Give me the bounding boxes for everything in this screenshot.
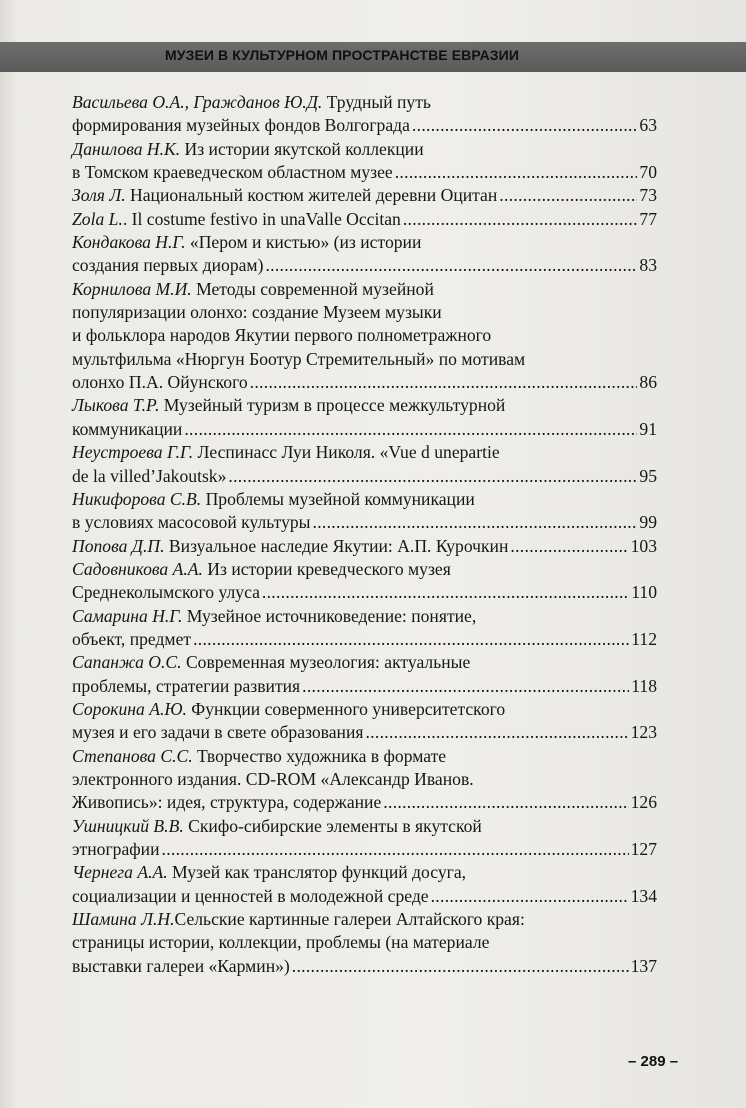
toc-title-text: «Пером и кистью» (из истории <box>185 232 422 253</box>
toc-title-text: создания первых диорам) <box>72 255 264 276</box>
leader-dots <box>412 114 637 137</box>
toc-title-text: страницы истории, коллекции, проблемы (на материале <box>72 932 490 953</box>
leader-dots <box>228 465 637 488</box>
toc-author: Самарина Н.Г. <box>72 605 183 626</box>
leader-dots <box>510 535 628 558</box>
leader-dots <box>302 675 629 698</box>
toc-title-text: Методы современной музейной <box>191 278 434 299</box>
toc-page-number[interactable]: 137 <box>630 955 657 976</box>
toc-page-number[interactable]: 110 <box>631 582 657 603</box>
toc-entry <box>72 815 657 838</box>
toc-title-text: коммуникации <box>72 418 183 439</box>
running-header-title: МУЗЕИ В КУЛЬТУРНОМ ПРОСТРАНСТВЕ ЕВРАЗИИ <box>165 47 519 63</box>
toc-title-text: Национальный костюм жителей деревни Оцитан <box>125 185 498 206</box>
toc-page-number[interactable]: 86 <box>639 372 657 393</box>
toc-title-text: Музейный туризм в процессе межкультурной <box>159 395 506 416</box>
toc-title-text: Трудный путь <box>322 92 431 112</box>
toc-entry-continuation <box>72 885 657 908</box>
toc-author: Золя Л. <box>72 185 126 206</box>
toc-entry <box>72 138 657 161</box>
toc-author: Кондакова Н.Г. <box>72 232 186 253</box>
toc-title-text: de la villed’Jakoutsk» <box>72 465 227 486</box>
toc-author: Сапанжа О.С. <box>72 652 182 673</box>
toc-title-text: Визуальное наследие Якутии: А.П. Курочкин <box>164 535 509 556</box>
toc-page-number[interactable]: 103 <box>630 535 657 556</box>
toc-page-number[interactable]: 77 <box>639 208 657 229</box>
leader-dots <box>365 721 628 744</box>
leader-dots <box>184 418 637 441</box>
toc-title-text: Проблемы музейной коммуникации <box>201 488 475 509</box>
toc-entry-continuation <box>72 838 657 861</box>
toc-title-text: Живопись»: идея, структура, содержание <box>72 792 382 813</box>
toc-author: Степанова С.С. <box>72 745 193 766</box>
toc-title-text: объект, предмет <box>72 628 192 649</box>
toc-title-text: электронного издания. CD-ROM «Александр Иванов. <box>72 768 474 789</box>
toc-title-text: мультфильма «Нюргун Боотур Стремительный» по мотивам <box>72 348 526 369</box>
toc-title-text: Скифо-сибирские элементы в якутской <box>183 815 482 836</box>
toc-entry <box>72 394 657 417</box>
toc-entry-continuation <box>72 418 657 441</box>
toc-author: Zola L. <box>72 208 123 229</box>
toc-entry-continuation <box>72 581 657 604</box>
toc-entry-continuation <box>72 254 657 277</box>
toc-author: Шамина Л.Н. <box>72 909 175 930</box>
toc-title-text: проблемы, стратегии развития <box>72 675 301 696</box>
toc-author: Лыкова Т.Р. <box>72 395 160 416</box>
toc-title-text: Из истории креведческого музея <box>202 558 451 579</box>
toc-entry <box>72 184 657 207</box>
toc-page-number[interactable]: 83 <box>639 255 657 276</box>
leader-dots <box>292 955 629 978</box>
toc-entry-continuation <box>72 324 657 347</box>
toc-title-text: Функции соверменного университетского <box>186 698 506 719</box>
toc-title-text: выставки галереи «Кармин») <box>72 955 290 976</box>
leader-dots <box>383 791 628 814</box>
toc-entry-continuation <box>72 628 657 651</box>
toc-page-number[interactable]: 126 <box>630 792 657 813</box>
leader-dots <box>162 838 629 861</box>
toc-page-number[interactable]: 127 <box>630 839 657 859</box>
toc-entry <box>72 861 657 884</box>
toc-author: Сорокина А.Ю. <box>72 698 187 719</box>
toc-title-text: Музейное источниковедение: понятие, <box>182 605 477 626</box>
leader-dots <box>431 885 629 908</box>
toc-entry <box>72 535 657 558</box>
toc-entry <box>72 698 657 721</box>
toc-page-number[interactable]: 95 <box>639 465 657 486</box>
toc-page-number[interactable]: 91 <box>639 418 657 439</box>
toc-entry-continuation <box>72 768 657 791</box>
leader-dots <box>250 371 638 394</box>
toc-entry-continuation <box>72 371 657 394</box>
toc-title-text: олонхо П.А. Ойунского <box>72 372 248 393</box>
toc-title-text: музея и его задачи в свете образования <box>72 722 364 743</box>
toc-entry <box>72 441 657 464</box>
toc-title-text: Современная музеология: актуальные <box>181 652 471 673</box>
toc-title-text: Сельские картинные галереи Алтайского края: <box>174 909 525 930</box>
toc-author: Васильева О.А., Гражданов Ю.Д. <box>72 92 323 112</box>
toc-author: Ушницкий В.В. <box>72 815 184 836</box>
toc-page-number[interactable]: 73 <box>639 185 657 206</box>
toc-page-number[interactable]: 134 <box>630 885 657 906</box>
toc-entry-continuation <box>72 161 657 184</box>
toc-entry-continuation <box>72 114 657 137</box>
toc-title-text: формирования музейных фондов Волгограда <box>72 115 410 136</box>
toc-author: Неустроева Г.Г. <box>72 442 194 463</box>
leader-dots <box>265 254 637 277</box>
toc-title-text: Из истории якутской коллекции <box>180 138 424 159</box>
toc-entry <box>72 605 657 628</box>
toc-page-number[interactable]: 70 <box>639 162 657 183</box>
toc-title-text: этнографии <box>72 839 160 859</box>
toc-author: Чернега А.А. <box>72 862 168 883</box>
leader-dots <box>403 208 638 231</box>
toc-entry <box>72 558 657 581</box>
toc-entry <box>72 745 657 768</box>
toc-page-number[interactable]: 123 <box>630 722 657 743</box>
toc-author: Садовникова А.А. <box>72 558 203 579</box>
leader-dots <box>193 628 629 651</box>
leader-dots <box>262 581 629 604</box>
toc-entry <box>72 231 657 254</box>
toc-entry <box>72 908 657 931</box>
toc-title-text: . Il costume festivo in unaValle Occitan <box>122 208 401 229</box>
toc-title-text: Среднеколымского улуса <box>72 582 260 603</box>
toc-entry <box>72 208 657 231</box>
toc-entry-continuation <box>72 348 657 371</box>
toc-title-text: и фольклора народов Якутии первого полнометражного <box>72 325 492 346</box>
toc-entry <box>72 91 657 114</box>
toc-author: Никифорова С.В. <box>72 488 202 509</box>
toc-author: Попова Д.П. <box>72 535 165 556</box>
toc-author: Корнилова М.И. <box>72 278 192 299</box>
toc-entry <box>72 651 657 674</box>
toc-entry-continuation <box>72 511 657 534</box>
toc-entry <box>72 278 657 301</box>
toc-entry <box>72 488 657 511</box>
toc-entry-continuation <box>72 301 657 324</box>
leader-dots <box>313 511 638 534</box>
toc-entry-continuation <box>72 465 657 488</box>
table-of-contents <box>72 91 657 978</box>
toc-page-number[interactable]: 99 <box>639 512 657 533</box>
toc-title-text: популяризации олонхо: создание Музеем музыки <box>72 302 442 323</box>
toc-entry-continuation <box>72 675 657 698</box>
leader-dots <box>395 161 638 184</box>
toc-title-text: Леспинасс Луи Николя. «Vue d unepartie <box>193 442 500 463</box>
toc-title-text: в Томском краеведческом областном музее <box>72 162 393 183</box>
toc-entry-continuation <box>72 721 657 744</box>
toc-title-text: социализации и ценностей в молодежной среде <box>72 885 429 906</box>
page-number: – 289 – <box>628 1053 679 1070</box>
toc-title-text: в условиях масосовой культуры <box>72 512 311 533</box>
leader-dots <box>499 184 637 207</box>
toc-entry-continuation <box>72 955 657 978</box>
toc-page-number[interactable]: 118 <box>631 675 657 696</box>
toc-page-number[interactable]: 63 <box>639 115 657 136</box>
toc-author: Данилова Н.К. <box>72 138 181 159</box>
toc-title-text: Творчество художника в формате <box>192 745 447 766</box>
toc-title-text: Музей как транслятор функций досуга, <box>167 862 467 883</box>
toc-page-number[interactable]: 112 <box>631 628 657 649</box>
toc-entry-continuation <box>72 931 657 954</box>
toc-entry-continuation <box>72 791 657 814</box>
